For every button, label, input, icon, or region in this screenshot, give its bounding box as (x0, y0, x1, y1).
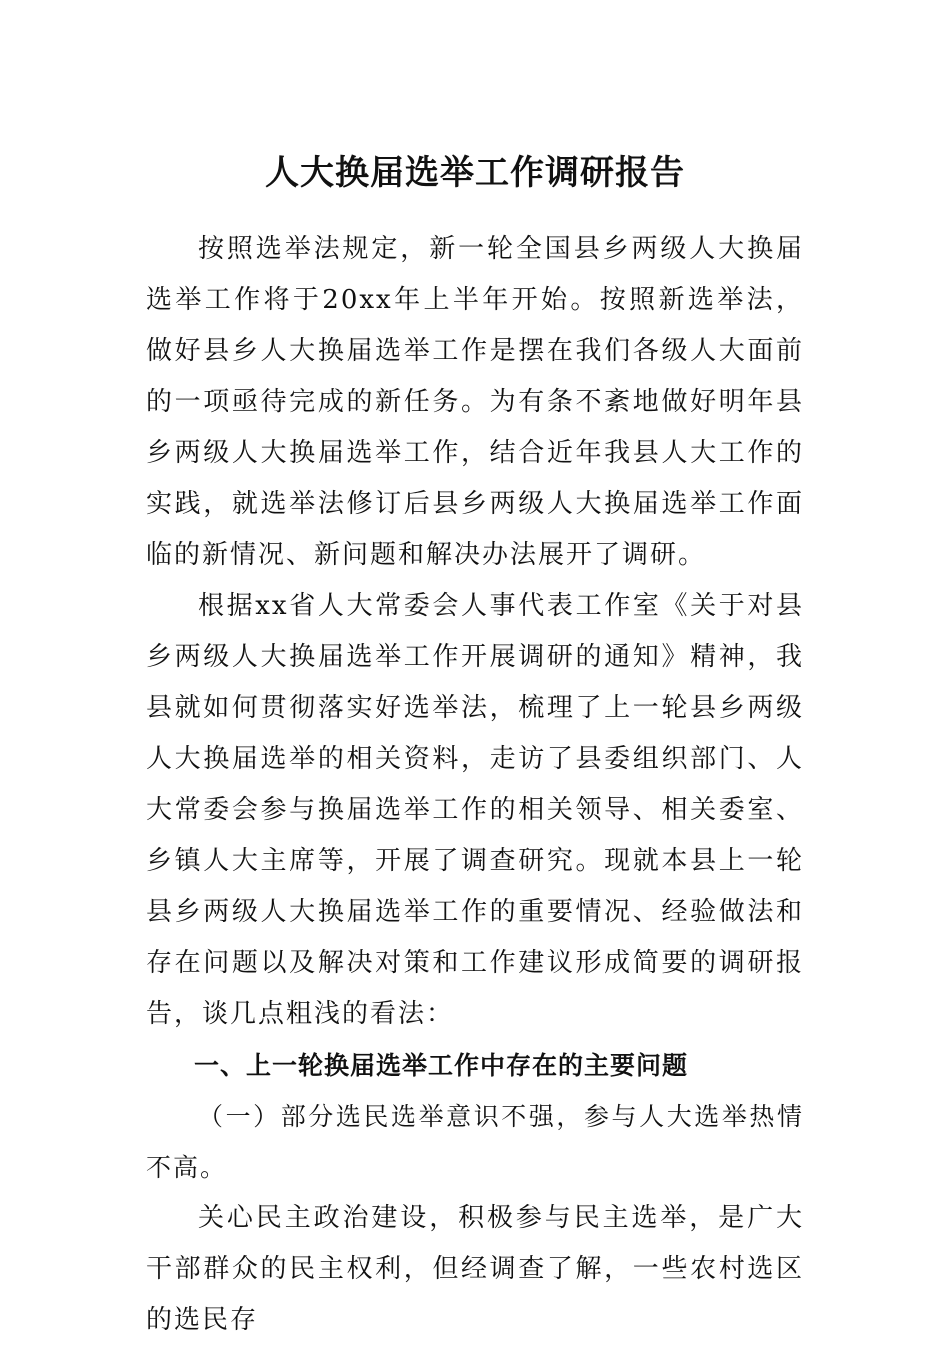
section-heading: 一、上一轮换届选举工作中存在的主要问题 (194, 1051, 689, 1080)
body-paragraph-basis: 根据xx省人大常委会人事代表工作室《关于对县乡两级人大换届选举工作开展调研的通知》精神，我县就如何贯彻落实好选举法，梳理了上一轮县乡两级人大换届选举的相关资料，走访了县委组织部门、人大常委会参与换届选举工作的相关领导、相关委室、乡镇人大主席等，开展了调查研究。现就本县上一轮县乡两级人大换届选举工作的重要情况、经验做法和存在问题以及解决对策和工作建议形成简要的调研报告，谈几点粗浅的看法： (146, 591, 804, 1029)
body-paragraph-intro: 按照选举法规定，新一轮全国县乡两级人大换届选举工作将于20xx年上半年开始。按照新选举法，做好县乡人大换届选举工作是摆在我们各级人大面前的一项亟待完成的新任务。为有条不紊地做好明年县乡两级人大换届选举工作，结合近年我县人大工作的实践，就选举法修订后县乡两级人大换届选举工作面临的新情况、新问题和解决办法展开了调研。 (146, 234, 804, 570)
document-title: 人大换届选举工作调研报告 (265, 153, 685, 193)
subsection-heading: （一）部分选民选举意识不强，参与人大选举热情不高。 (146, 1102, 804, 1182)
body-paragraph-last: 关心民主政治建设，积极参与民主选举，是广大干部群众的民主权利，但经调查了解，一些农村选区的选民存 (146, 1203, 804, 1335)
document-body (146, 224, 804, 1346)
